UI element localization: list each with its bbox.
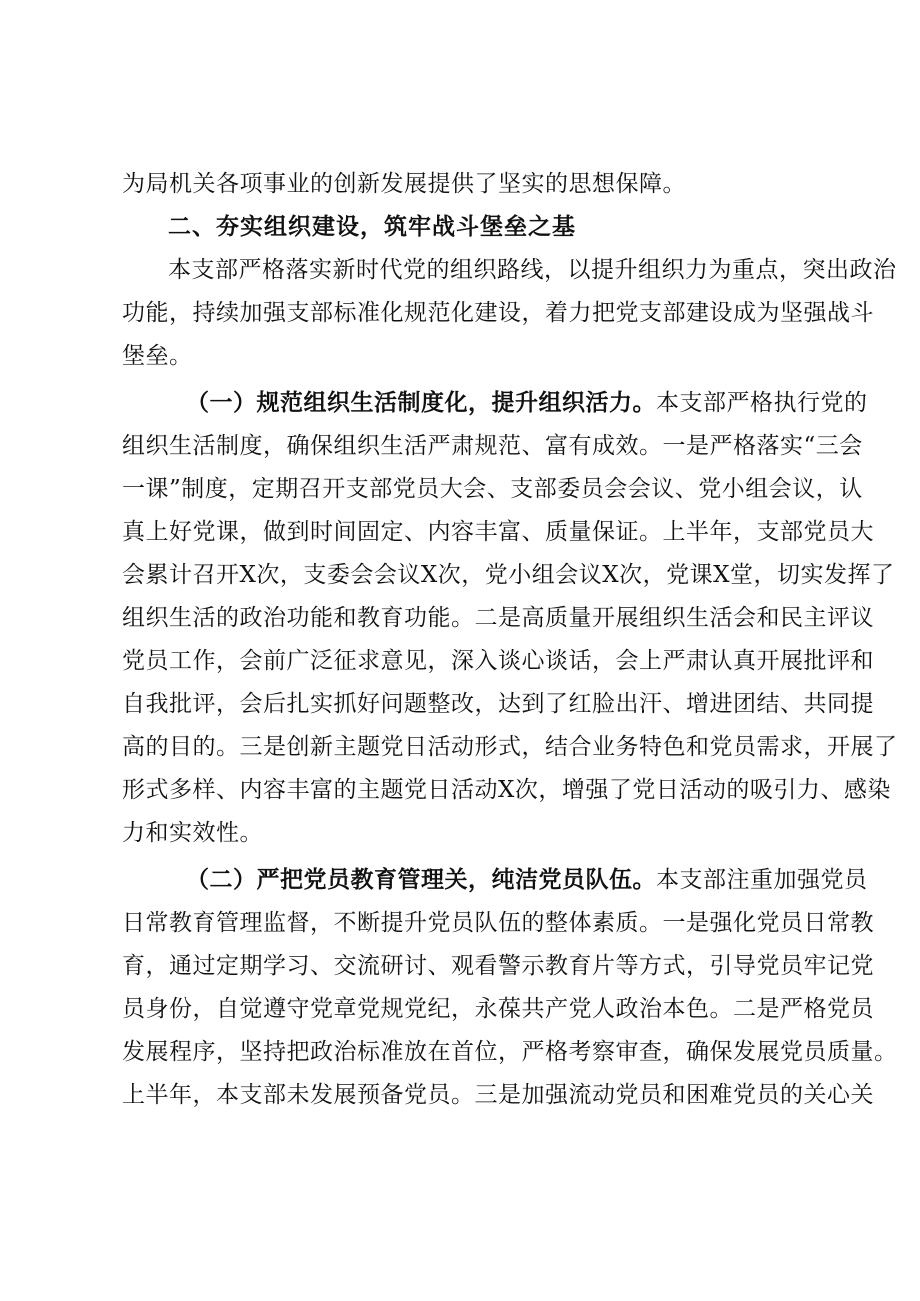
paragraph-line: 发展程序，坚持把政治标准放在首位，严格考察审查，确保发展党员质量。	[122, 1039, 898, 1065]
subsection-title: （一）规范组织生活制度化，提升组织活力。	[186, 390, 656, 416]
paragraph-line: 形式多样、内容丰富的主题党日活动X次，增强了党日活动的吸引力、感染	[122, 777, 891, 803]
subsection-title: （二）严把党员教育管理关，纯洁党员队伍。	[186, 867, 656, 893]
section-heading: 二、夯实组织建设，筑牢战斗堡垒之基	[168, 214, 576, 240]
paragraph-line: 会累计召开X次，支委会会议X次，党小组会议X次，党课X堂，切实发挥了	[122, 562, 895, 588]
paragraph-line: 上半年，本支部未发展预备党员。三是加强流动党员和困难党员的关心关	[122, 1082, 874, 1108]
paragraph-line: 本支部严格落实新时代党的组织路线，以提升组织力为重点，突出政治	[168, 257, 897, 283]
paragraph-line: 自我批评，会后扎实抓好问题整改，达到了红脸出汗、增进团结、共同提	[122, 691, 874, 717]
paragraph-line: 组织生活的政治功能和教育功能。二是高质量开展组织生活会和民主评议	[122, 605, 874, 631]
paragraph-line: 高的目的。三是创新主题党日活动形式，结合业务特色和党员需求，开展了	[122, 734, 898, 760]
paragraph-line: 功能，持续加强支部标准化规范化建设，着力把党支部建设成为坚强战斗	[122, 300, 874, 326]
paragraph-line: 真上好党课，做到时间固定、内容丰富、质量保证。上半年，支部党员大	[122, 519, 874, 545]
paragraph-line: 组织生活制度，确保组织生活严肃规范、富有成效。一是严格落实“三会	[122, 433, 863, 459]
paragraph-line: 为局机关各项事业的创新发展提供了坚实的思想保障。	[122, 171, 686, 197]
paragraph-line: 党员工作，会前广泛征求意见，深入谈心谈话，会上严肃认真开展批评和	[122, 648, 874, 674]
document-page	[122, 163, 898, 1117]
paragraph-line: 力和实效性。	[122, 820, 263, 846]
paragraph-line: 堡垒。	[122, 343, 193, 369]
paragraph-text: 本支部严格执行党的	[656, 390, 868, 416]
paragraph-line: 日常教育管理监督，不断提升党员队伍的整体素质。一是强化党员日常教	[122, 910, 874, 936]
paragraph-line: 一课”制度，定期召开支部党员大会、支部委员会会议、党小组会议，认	[122, 476, 863, 502]
subsection-first-line	[122, 382, 868, 425]
paragraph-line: 育，通过定期学习、交流研讨、观看警示教育片等方式，引导党员牢记党	[122, 953, 874, 979]
paragraph-line: 员身份，自觉遵守党章党规党纪，永葆共产党人政治本色。二是严格党员	[122, 996, 874, 1022]
subsection-first-line	[122, 859, 868, 902]
paragraph-text: 本支部注重加强党员	[656, 867, 868, 893]
